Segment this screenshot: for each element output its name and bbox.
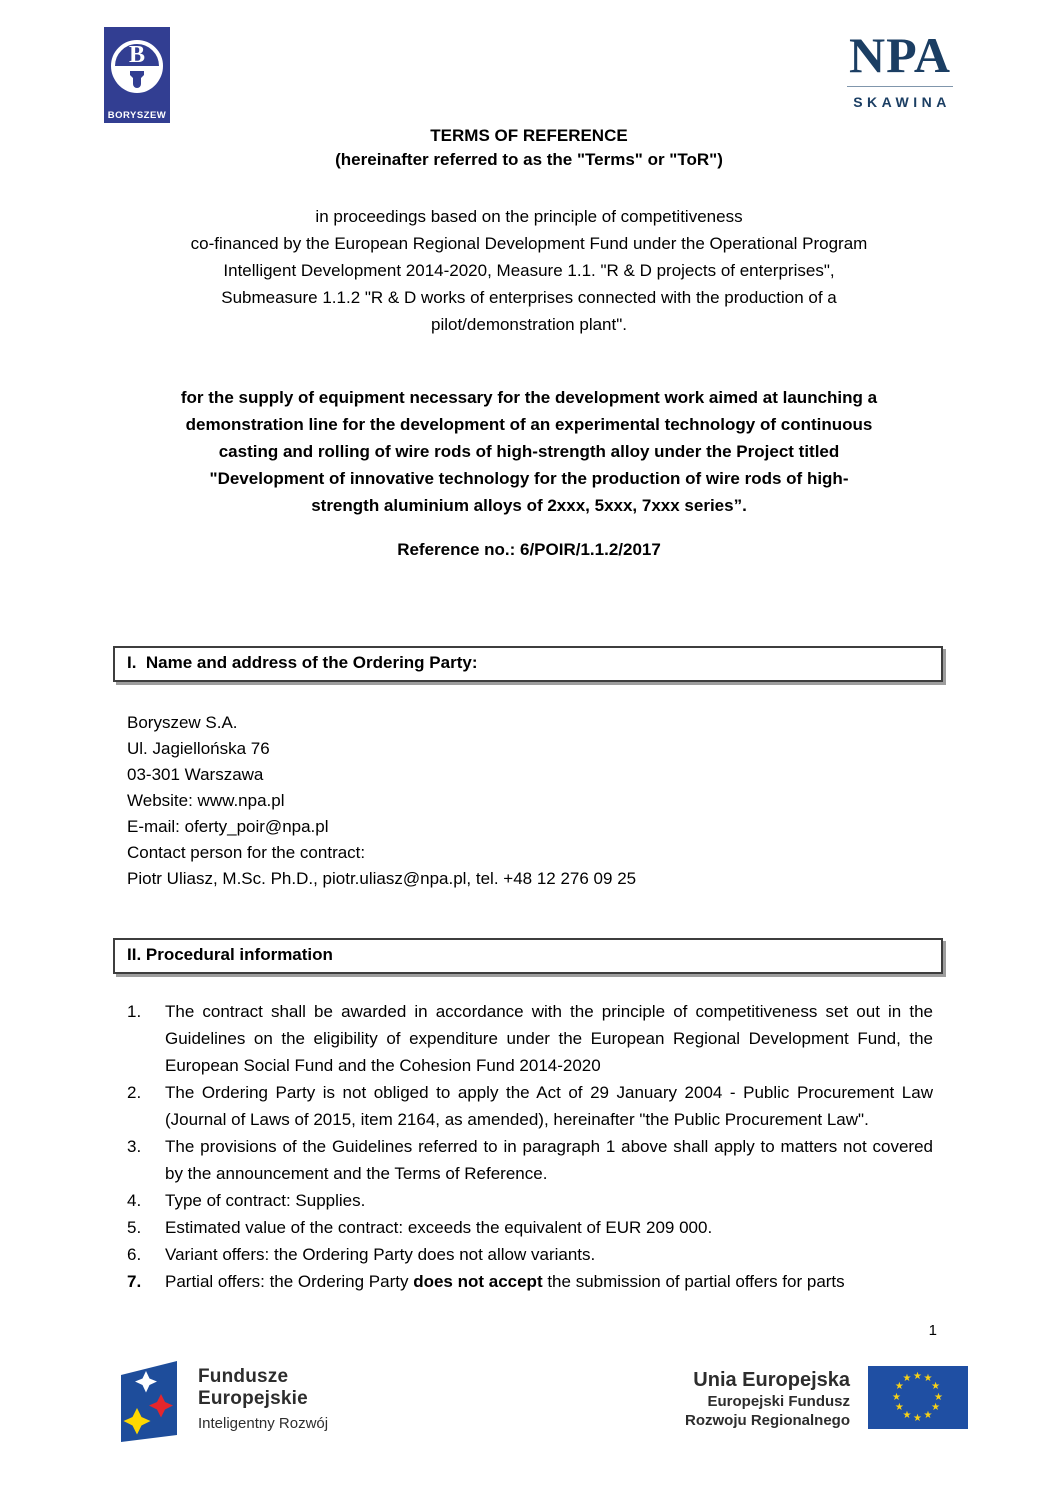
- list-item-text: Variant offers: the Ordering Party does not allow variants.: [165, 1245, 596, 1264]
- list-item: [127, 1187, 933, 1214]
- page-number: 1: [928, 1322, 937, 1339]
- list-item-number: 4.: [127, 1191, 142, 1210]
- list-item-text: The Ordering Party is not obliged to apply the Act of 29 January 2004 - Public Procurement Law (Journal of Laws of 2015, item 2164, as amended), hereinafter "the Public Procurement Law".: [165, 1083, 933, 1129]
- list-item: [127, 1133, 933, 1187]
- eu-flag-star: ★: [894, 1402, 904, 1413]
- eu-flag-star: ★: [923, 1373, 933, 1385]
- npa-logo-city: SKAWINA: [853, 94, 951, 110]
- address-line: Website: www.npa.pl: [127, 791, 285, 810]
- list-item-number: 3.: [127, 1137, 142, 1156]
- item7-post: the submission of partial offers for parts: [542, 1272, 845, 1291]
- eu-flag-star: ★: [913, 1412, 922, 1424]
- eu-flag-icon: [868, 1366, 968, 1429]
- ordering-party-address: [127, 710, 1058, 892]
- subject-line: for the supply of equipment necessary for the development work aimed at launching a: [180, 388, 878, 407]
- address-line: E-mail: oferty_poir@npa.pl: [127, 817, 329, 836]
- list-item: [127, 1241, 933, 1268]
- ue-logo-text: [685, 1366, 850, 1430]
- subject-line: strength aluminium alloys of 2xxx, 5xxx, 7xxx series”.: [311, 496, 747, 515]
- list-item-text: The provisions of the Guidelines referred to in paragraph 1 above shall apply to matters not covered by the announcement and the Terms of Reference.: [165, 1137, 933, 1183]
- npa-logo-rule: [847, 86, 953, 87]
- fe-title-line: Fundusze: [198, 1366, 289, 1387]
- list-item-number: 7.: [127, 1272, 142, 1291]
- list-item: [127, 1079, 933, 1133]
- intro-line: Intelligent Development 2014-2020, Measure 1.1. "R & D projects of enterprises",: [223, 261, 835, 280]
- intro-line: Submeasure 1.1.2 "R & D works of enterprises connected with the production of a: [221, 288, 837, 307]
- npa-logo-name: NPA: [848, 27, 952, 83]
- list-item-text: Estimated value of the contract: exceeds the equivalent of EUR 209 000.: [165, 1218, 713, 1237]
- fe-title-line: Europejskie: [198, 1388, 308, 1409]
- list-item-number: 1.: [127, 1002, 142, 1021]
- eu-flag-star: ★: [892, 1391, 901, 1403]
- list-item-text: Type of contract: Supplies.: [165, 1191, 366, 1210]
- section-heading-2: II. Procedural information: [113, 938, 943, 974]
- address-line: Piotr Uliasz, M.Sc. Ph.D., piotr.uliasz@npa.pl, tel. +48 12 276 09 25: [127, 869, 637, 888]
- intro-paragraph: [0, 203, 1058, 338]
- unia-europejska-logo: [685, 1366, 968, 1430]
- boryszew-monogram: B: [128, 42, 146, 68]
- intro-line: pilot/demonstration plant".: [431, 315, 627, 334]
- list-item-number: 5.: [127, 1218, 142, 1237]
- eu-flag-star: ★: [931, 1402, 941, 1413]
- intro-line: co-financed by the European Regional Development Fund under the Operational Program: [190, 234, 868, 253]
- list-item-number: 2.: [127, 1083, 142, 1102]
- subject-line: casting and rolling of wire rods of high-strength alloy under the Project titled: [218, 442, 840, 461]
- fe-subtitle: Inteligentny Rozwój: [198, 1415, 329, 1432]
- eu-flag-star: ★: [902, 1373, 912, 1385]
- intro-line: in proceedings based on the principle of competitiveness: [315, 207, 743, 226]
- title-line-2: (hereinafter referred to as the "Terms" or "ToR"): [335, 150, 723, 169]
- procedural-list: [127, 998, 933, 1295]
- ue-title: Unia Europejska: [693, 1369, 850, 1391]
- reference-number: Reference no.: 6/POIR/1.1.2/2017: [397, 540, 661, 559]
- ue-subtitle: Rozwoju Regionalnego: [685, 1412, 850, 1429]
- eu-flag-star: ★: [902, 1409, 912, 1421]
- item7-pre: Partial offers: the Ordering Party: [165, 1272, 414, 1291]
- address-line: 03-301 Warszawa: [127, 765, 264, 784]
- eu-flag-star: ★: [923, 1409, 933, 1421]
- item7-bold: does not accept: [413, 1272, 543, 1291]
- fe-logo-text: [198, 1358, 328, 1432]
- npa-skawina-logo: [845, 27, 955, 110]
- ue-subtitle: Europejski Fundusz: [707, 1393, 850, 1410]
- list-item-number: 6.: [127, 1245, 142, 1264]
- address-line: Boryszew S.A.: [127, 713, 238, 732]
- boryszew-logo: [104, 27, 170, 128]
- subject-line: "Development of innovative technology for the production of wire rods of high-: [209, 469, 849, 488]
- eu-flag-star: ★: [913, 1370, 922, 1382]
- list-item: [127, 1214, 933, 1241]
- list-item-text: [165, 1268, 933, 1295]
- fe-flag-icon: [117, 1358, 181, 1448]
- eu-flag-star: ★: [934, 1391, 943, 1403]
- subject-paragraph: [0, 384, 1058, 519]
- boryszew-label: BORYSZEW: [107, 110, 167, 121]
- title-line-1: TERMS OF REFERENCE: [430, 126, 628, 145]
- list-item-text: The contract shall be awarded in accordance with the principle of competitiveness set out in the Guidelines on the eligibility of expenditure under the European Regional Development Fund, the European Social Fund and the Cohesion Fund 2014-2020: [165, 1002, 933, 1075]
- list-item: [127, 998, 933, 1079]
- subject-line: demonstration line for the development of an experimental technology of continuous: [185, 415, 873, 434]
- boryszew-logo-icon: [104, 27, 170, 123]
- fundusze-europejskie-logo: [117, 1358, 328, 1448]
- address-line: Ul. Jagiellońska 76: [127, 739, 270, 758]
- eu-flag-star: ★: [894, 1381, 904, 1392]
- eu-flag-star: ★: [931, 1381, 941, 1392]
- address-line: Contact person for the contract:: [127, 843, 366, 862]
- list-item: [127, 1268, 933, 1295]
- section-heading-1: I. Name and address of the Ordering Party:: [113, 646, 943, 682]
